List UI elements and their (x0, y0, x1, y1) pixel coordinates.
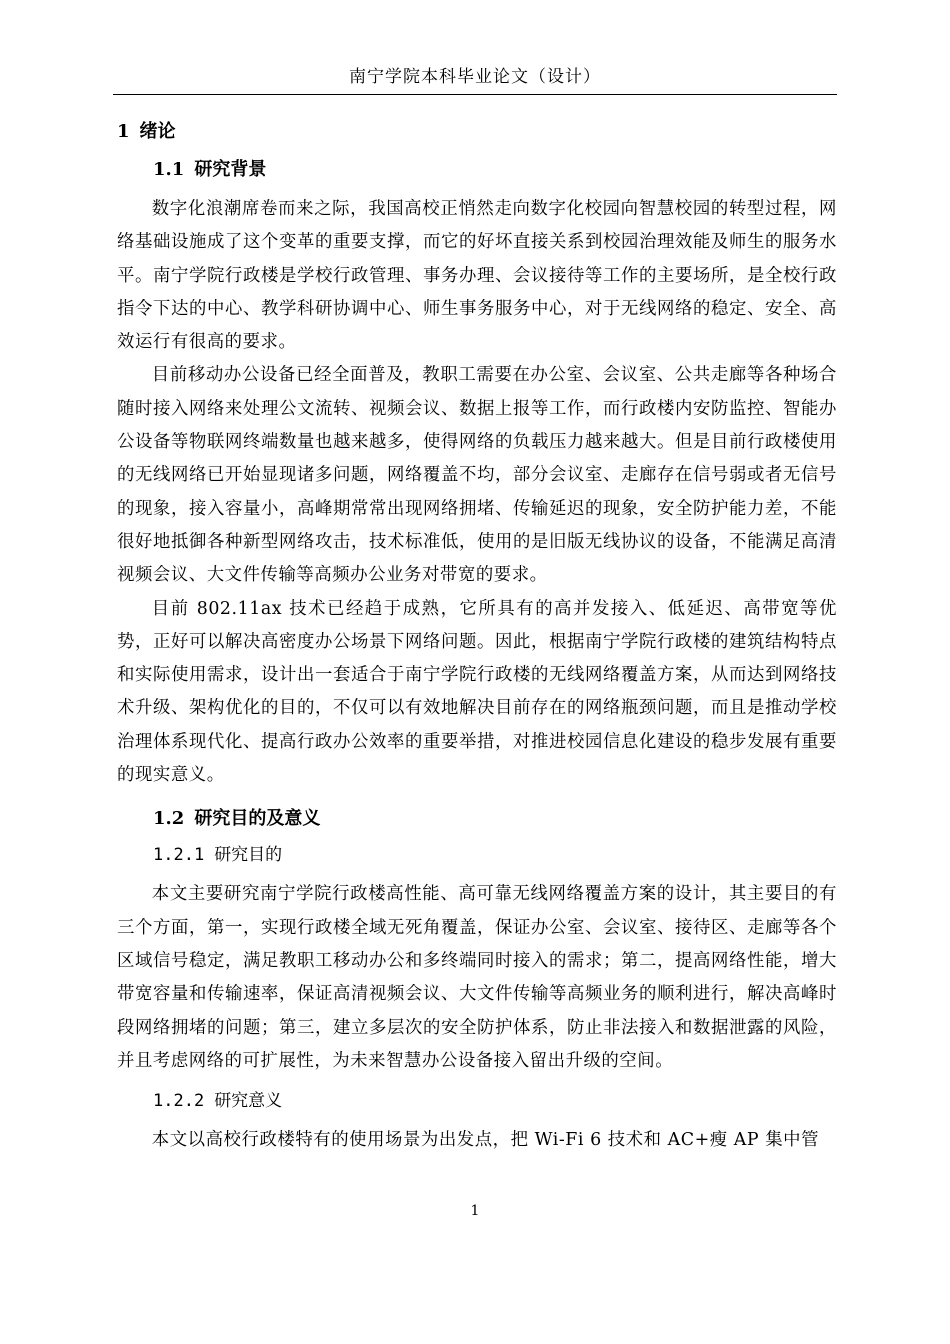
chapter-title: 绪论 (139, 121, 176, 142)
subsection-heading (153, 842, 837, 868)
section-number: 1.1 (153, 159, 185, 180)
paragraph: 目前 802.11ax 技术已经趋于成熟，它所具有的高并发接入、低延迟、高带宽等优势，正好可以解决高密度办公场景下网络问题。因此，根据南宁学院行政楼的建筑结构特点和实际使用需求，设计出一套适合于南宁学院行政楼的无线网络覆盖方案，从而达到网络技术升级、架构优化的目的，不仅可以有效地解决目前存在的网络瓶颈问题，而且是推动学校治理体系现代化、提高行政办公效率的重要举措，对推进校园信息化建设的稳步发展有重要的现实意义。 (117, 598, 837, 786)
running-header: 南宁学院本科毕业论文（设计） (349, 67, 601, 87)
paragraph: 本文以高校行政楼特有的使用场景为出发点，把 Wi-Fi 6 技术和 AC+瘦 AP 集中管 (151, 1130, 820, 1151)
paragraph: 本文主要研究南宁学院行政楼高性能、高可靠无线网络覆盖方案的设计，其主要目的有三个方面，第一，实现行政楼全域无死角覆盖，保证办公室、会议室、接待区、走廊等各个区域信号稳定，满足教职工移动办公和多终端同时接入的需求；第二，提高网络性能，增大带宽容量和传输速率，保证高清视频会议、大文件传输等高频业务的顺利进行，解决高峰时段网络拥堵的问题；第三，建立多层次的安全防护体系，防止非法接入和数据泄露的风险，并且考虑网络的可扩展性，为未来智慧办公设备接入留出升级的空间。 (117, 884, 837, 1071)
subsection-number: 1.2.2 (153, 1091, 205, 1112)
page-number: 1 (470, 1203, 480, 1219)
paragraph: 数字化浪潮席卷而来之际，我国高校正悄然走向数字化校园向智慧校园的转型过程，网络基础设施成了这个变革的重要支撑，而它的好坏直接关系到校园治理效能及师生的服务水平。南宁学院行政楼是学校行政管理、事务办理、会议接待等工作的主要场所，是全校行政指令下达的中心、教学科研协调中心、师生事务服务中心，对于无线网络的稳定、安全、高效运行有很高的要求。 (117, 199, 837, 353)
section-heading (153, 157, 837, 183)
paragraph: 目前移动办公设备已经全面普及，教职工需要在办公室、会议室、公共走廊等各种场合随时接入网络来处理公文流转、视频会议、数据上报等工作，而行政楼内安防监控、智能办公设备等物联网终端数量也越来越多，使得网络的负载压力越来越大。但是目前行政楼使用的无线网络已开始显现诸多问题，网络覆盖不均，部分会议室、走廊存在信号弱或者无信号的现象，接入容量小，高峰期常常出现网络拥堵、传输延迟的现象，安全防护能力差，不能很好地抵御各种新型网络攻击，技术标准低，使用的是旧版无线协议的设备，不能满足高清视频会议、大文件传输等高频办公业务对带宽的要求。 (117, 365, 837, 586)
subsection-number: 1.2.1 (153, 845, 205, 866)
subsection-title: 研究意义 (214, 1091, 283, 1112)
subsection-heading (153, 1088, 837, 1114)
body-content (117, 113, 837, 1157)
section-number: 1.2 (153, 808, 185, 830)
subsection-title: 研究目的 (214, 845, 283, 866)
header-rule (113, 94, 837, 95)
chapter-number: 1 (117, 121, 130, 142)
section-title: 研究背景 (194, 159, 267, 180)
section-heading (153, 806, 837, 832)
section-title: 研究目的及意义 (194, 808, 321, 830)
chapter-heading (117, 119, 837, 145)
